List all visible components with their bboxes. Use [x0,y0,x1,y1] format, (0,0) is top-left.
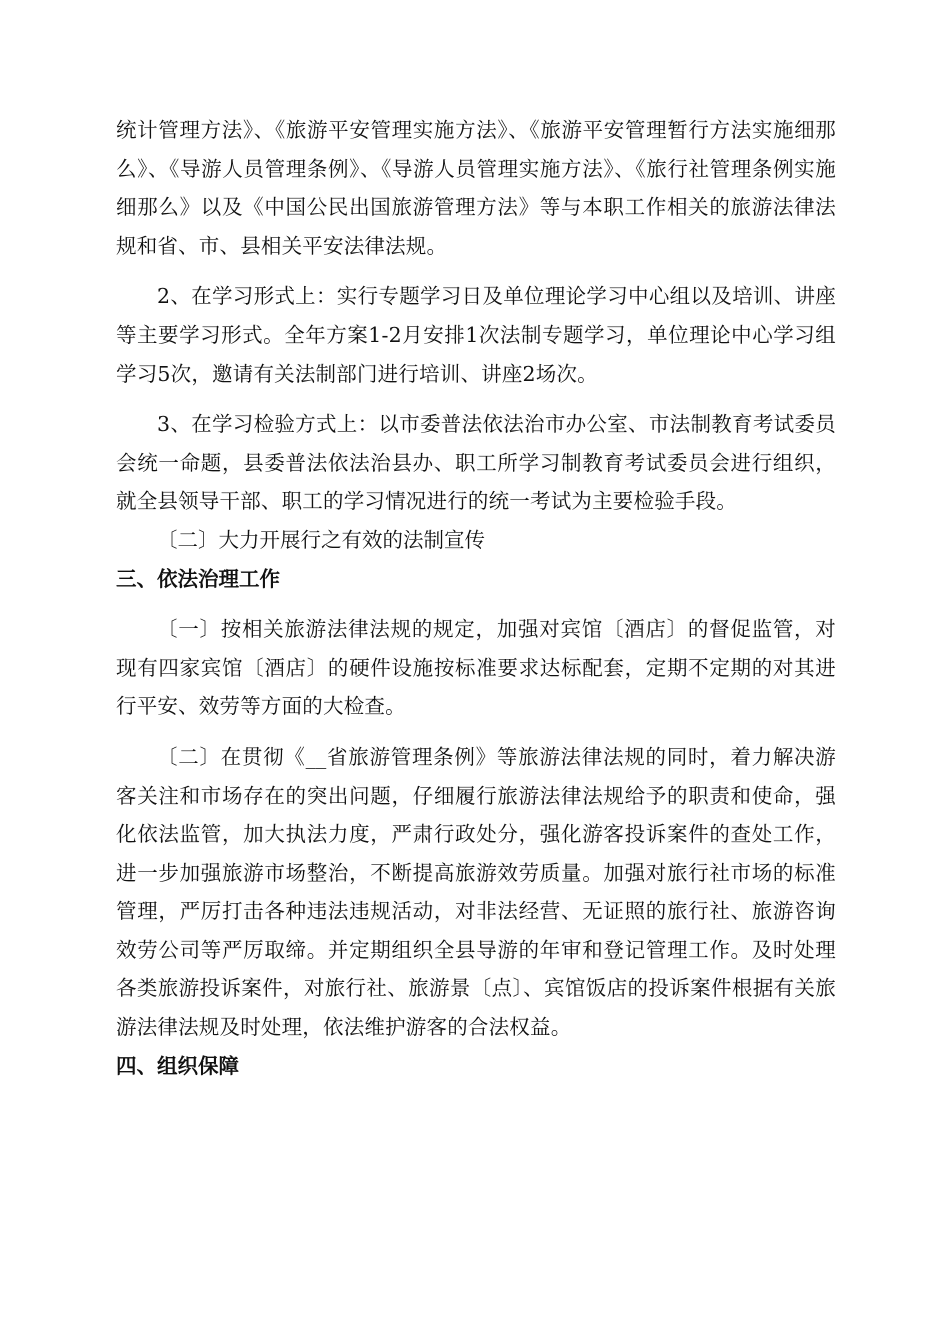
hotel-supervision-paragraph: 〔一〕按相关旅游法律法规的规定，加强对宾馆〔酒店〕的督促监管，对现有四家宾馆〔酒店〕的硬件设施按标准要求达标配套，定期不定期的对其进行平安、效劳等方面的大检查。 [116,617,836,719]
publicity-subheading: 〔二〕大力开展行之有效的法制宣传 [157,527,485,552]
study-check-paragraph: 3、在学习检验方式上：以市委普法依法治市办公室、市法制教育考试委员会统一命题，县委普法依法治县办、职工所学习制教育考试委员会进行组织，就全县领导干部、职工的学习情况进行的统一考试为主要检验手段。 [116,412,836,514]
study-form-paragraph: 2、在学习形式上：实行专题学习日及单位理论学习中心组以及培训、讲座等主要学习形式。全年方案1-2月安排1次法制专题学习，单位理论中心学习组学习5次，邀请有关法制部门进行培训、讲座2场次。 [116,284,836,386]
regulation-paragraph: 〔二〕在贯彻《__省旅游管理条例》等旅游法律法规的同时，着力解决游客关注和市场存在的突出问题，仔细履行旅游法律法规给予的职责和使命，强化依法监管，加大执法力度，严肃行政处分，强化游客投诉案件的查处工作，进一步加强旅游市场整治，不断提高旅游效劳质量。加强对旅行社市场的标准管理，严厉打击各种违法违规活动，对非法经营、无证照的旅行社、旅游咨询效劳公司等严厉取缔。并定期组织全县导游的年审和登记管理工作。及时处理各类旅游投诉案件，对旅行社、旅游景〔点〕、宾馆饭店的投诉案件根据有关旅游法律法规及时处理，依法维护游客的合法权益。 [116,744,836,1040]
document-page [116,111,836,1085]
intro-paragraph: 统计管理方法》、《旅游平安管理实施方法》、《旅游平安管理暂行方法实施细那么》、《导游人员管理条例》、《导游人员管理实施方法》、《旅行社管理条例实施细那么》以及《中国公民出国旅游管理方法》等与本职工作相关的旅游法律法规和省、市、县相关平安法律法规。 [116,118,836,258]
section-heading-governance: 三、依法治理工作 [116,566,280,591]
section-heading-organization: 四、组织保障 [116,1053,239,1078]
